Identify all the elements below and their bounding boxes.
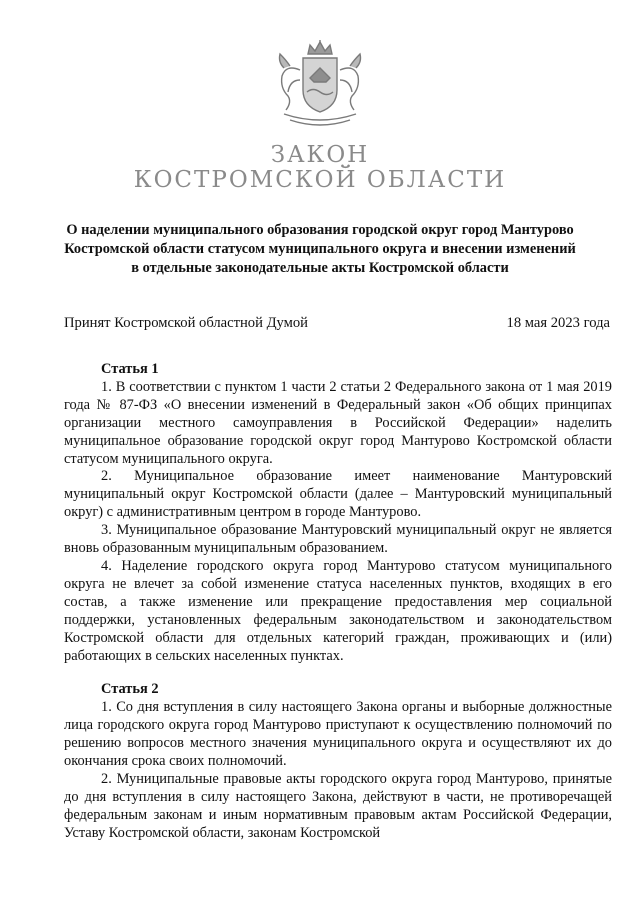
coat-of-arms-emblem (270, 40, 370, 132)
document-title-line: О наделении муниципального образования городской округ город Мантурово (66, 222, 574, 238)
article-paragraph: 2. Муниципальные правовые акты городского округа город Мантурово, принятые до дня вступления в силу настоящего Закона, действуют в части, не противоречащей федеральным законам и иным нормативным правовым актам Российской Федерации, Уставу Костромской области, законам Костромской (64, 770, 612, 841)
document-title (64, 221, 576, 278)
header-law-label: ЗАКОН (270, 142, 370, 168)
article-paragraph: 1. В соответствии с пунктом 1 части 2 статьи 2 Федерального закона от 1 мая 2019 года № 87-ФЗ «О внесении изменений в Федеральный закон «Об общих принципах организации местного самоуправления в Российской Федерации» наделить муниципальное образование городской округ город Мантурово Костромской области статусом муниципального округа. (64, 378, 612, 467)
article-paragraph: 4. Наделение городского округа город Мантурово статусом муниципального округа не влечет за собой изменение статуса населенных пунктов, входящих в его состав, а также изменение или прекращение предоставления мер социальной поддержки, установленных федеральным законодательством и законодательством Костромской области для отдельных категорий граждан, проживающих и (или) работающих в сельских населенных пунктах. (64, 557, 612, 664)
article-paragraph: 2. Муниципальное образование имеет наименование Мантуровский муниципальный округ Костромской области (далее – Мантуровский муниципальный округ) с административным центром в городе Мантурово. (64, 468, 612, 521)
adoption-line (64, 314, 610, 332)
document-title-line: Костромской области статусом муниципального округа и внесении изменений (64, 241, 576, 257)
article-spacer (64, 665, 612, 681)
document-title-line: в отдельные законодательные акты Костромской области (131, 260, 509, 276)
header-region-label: КОСТРОМСКОЙ ОБЛАСТИ (133, 167, 507, 193)
article-heading: Статья 2 (101, 681, 159, 698)
article-paragraph: 1. Со дня вступления в силу настоящего Закона органы и выборные должностные лица городского округа город Мантурово приступают к осуществлению полномочий по решению вопросов местного значения муниципального округа и осуществляют их до окончания срока своих полномочий. (64, 699, 612, 770)
adopted-by: Принят Костромской областной Думой (64, 315, 308, 331)
article-paragraph: 3. Муниципальное образование Мантуровский муниципальный округ не является вновь образованным муниципальным образованием. (64, 522, 612, 557)
article-heading: Статья 1 (101, 361, 159, 377)
document-body (64, 361, 612, 843)
adoption-date: 18 мая 2023 года (506, 315, 610, 331)
